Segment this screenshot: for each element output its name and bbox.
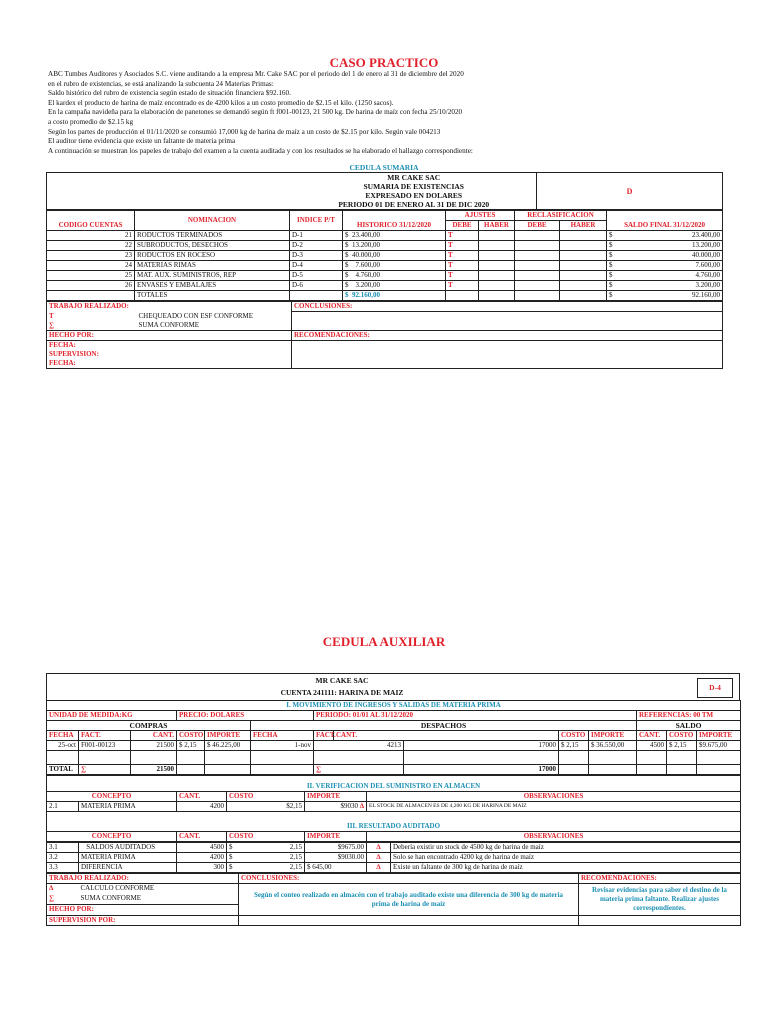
- sumaria-header-table: [46, 172, 723, 210]
- col-debe: DEBE: [515, 221, 560, 231]
- conclusion-text: Según el conteo realizado en almacén con el trabajo auditado existe una diferencia de 300 kg de materia prima de harina de maíz: [239, 884, 579, 916]
- intro-line: a costo promedio de $2.15 kg: [48, 117, 134, 126]
- auxiliar-sheet: [46, 673, 740, 926]
- table-row: 25 MAT. AUX. SUMINISTROS, REP D-5 $ 4.760,00 T $ 4.760,00: [47, 271, 723, 281]
- movimiento-table: I. MOVIMIENTO DE INGRESOS Y SALIDAS DE MATERIA PRIMA UNIDAD DE MEDIDA:KG PRECIO: DOLARES PERIODO: 01/01 AL 31/12/2020 REFERENCIAS: 00 TM COMPRAS DESPACHOS SALDO FECHA FACT. CANT. COSTO IMPORTE FECHA FACT. CANT. COSTO IMPORTE CANT. COSTO IMPORTE 25-oct F001-00123 21500 $ 2,15 $ 46.225,00 1-nov 4213 17000 $ 2,15 $ 36.550,00 4500 $ 2,15 $9.675,00 TOTAL ∑ 21500 ∑ 17000: [46, 700, 741, 775]
- table-row: 25-oct F001-00123 21500 $ 2,15 $ 46.225,00 1-nov 4213 17000 $ 2,15 $ 36.550,00 4500 $ 2,15 $9.675,00: [47, 741, 741, 751]
- despachos-header: DESPACHOS: [251, 721, 637, 731]
- section2-title: II. VERIFICACION DEL SUMINISTRO EN ALMACEN: [47, 782, 741, 792]
- table-row: 22 SUBRODUCTOS, DESECHOS D-2 $ 13.200,00 T $ 13.200,00: [47, 241, 723, 251]
- auxiliar-ref: D-4: [697, 678, 733, 698]
- table-row: 23 RODUCTOS EN ROCESO D-3 $ 40.000,00 T $ 40.000,00: [47, 251, 723, 261]
- auxiliar-footer: TRABAJO REALIZADO: CONCLUSIONES: RECOMENDACIONES: ∆ CALCULO CONFORME Según el conteo realizado en almacén con el trabajo auditado existe una diferencia de 300 kg de materia prima de harina de maíz Revisar evidencias para saber el destino de la materia prima faltante. Realizar ajustes correspondientes. ∑ SUMA CONFORME HECHO POR: SUPERVISION POR:: [46, 873, 741, 926]
- referencias-label: REFERENCIAS: 00 TM: [637, 711, 741, 721]
- unidad-label: UNIDAD DE MEDIDA:KG: [47, 711, 177, 721]
- col-haber: HABER: [560, 221, 607, 231]
- table-row: 3.1 SALDOS AUDITADOS 4500 $ 2,15 $9675.00 ∆ Debería existir un stock de 4500 kg de harina de maíz: [47, 843, 741, 853]
- intro-line: El kardex el producto de harina de maíz encontrado es de 4200 kilos a un costo promedio de $2.15 el kilo. (1250 sacos).: [48, 98, 394, 107]
- auxiliar-company: MR CAKE SAC: [315, 676, 369, 685]
- intro-line: El auditor tiene evidencia que existe un faltante de materia prima: [48, 137, 236, 146]
- section1-title: I. MOVIMIENTO DE INGRESOS Y SALIDAS DE MATERIA PRIMA: [47, 701, 741, 711]
- periodo-label: PERIODO: 01/01 AL 31/12/2020: [314, 711, 637, 721]
- sigma-text: SUMA CONFORME: [138, 321, 199, 329]
- col-historico: HISTORICO 31/12/2020: [343, 211, 446, 231]
- col-nominacion: NOMINACION: [135, 211, 290, 231]
- trabajo-label: TRABAJO REALIZADO:: [47, 302, 292, 312]
- precio-label: PRECIO: DOLARES: [177, 711, 314, 721]
- col-ajustes: AJUSTES: [446, 211, 515, 221]
- sumaria-period: PERIODO 01 DE ENERO AL 31 DE DIC 2020: [292, 200, 537, 210]
- t-symbol: T: [47, 312, 137, 322]
- sumaria-expressed: EXPRESADO EN DOLARES: [365, 191, 463, 200]
- compras-header: COMPRAS: [47, 721, 251, 731]
- sumaria-name: SUMARIA DE EXISTENCIAS: [363, 182, 464, 191]
- fecha2-label: FECHA:: [47, 359, 292, 369]
- section3-title: III. RESULTADO AUDITADO: [47, 822, 741, 832]
- table-row: 24 MATERIAS RIMAS D-4 $ 7.600,00 T $ 7.600,00: [47, 261, 723, 271]
- table-row: 2.1 MATERIA PRIMA 4200 $2,15 $9030 ∆ EL STOCK DE ALMACEN ES DE 4,200 KG DE HARINA DE MAIZ: [47, 802, 741, 812]
- sumaria-table: [46, 210, 723, 301]
- sumaria-footer: [46, 301, 723, 369]
- auxiliar-header: [46, 673, 740, 700]
- sigma-symbol: ∑: [47, 321, 137, 331]
- case-intro: [48, 70, 748, 156]
- total-row: TOTAL ∑ 21500 ∑ 17000: [47, 765, 741, 775]
- saldo-header: SALDO: [637, 721, 741, 731]
- recomendaciones-label: RECOMENDACIONES:: [292, 331, 723, 341]
- sumaria-sheet: [46, 172, 722, 369]
- col-debe: DEBE: [446, 221, 479, 231]
- hecho-label: HECHO POR:: [47, 331, 292, 341]
- intro-line: ABC Tumbes Auditores y Asociados S.C. viene auditando a la empresa Mr. Cake SAC por el periodo del 1 de enero al 31 de diciembre del 2020: [48, 70, 464, 78]
- supervision-label: SUPERVISION:: [47, 350, 292, 359]
- verificacion-table: II. VERIFICACION DEL SUMINISTRO EN ALMACEN CONCEPTO CANT. COSTO IMPORTE OBSERVACIONES 2.1 MATERIA PRIMA 4200 $2,15 $9030 ∆ EL STOCK DE ALMACEN ES DE 4,200 KG DE HARINA DE MAIZ III. RESULTADO AUDITADO CONCEPTO CANT. COSTO IMPORTE OBSERVACIONES: [46, 775, 741, 842]
- table-row: 3.2 MATERIA PRIMA 4200 $ 2,15 $9030.00 ∆ Solo se han encontrado 4200 kg de harina de maíz: [47, 853, 741, 863]
- resultado-table: [46, 842, 741, 873]
- intro-line: En la campaña navideña para la elaboración de panetones se demandó según ft f001-00123, 21 500 kg. De harina de maíz con fecha 25/10/2020: [48, 108, 463, 117]
- col-codigo: CODIGO CUENTAS: [47, 211, 135, 231]
- table-row: 3.3 DIFERENCIA 300 $ 2,15 $ 645,00 ∆ Existe un faltante de 300 kg de harina de maíz: [47, 863, 741, 873]
- sumaria-ref: D: [537, 173, 723, 210]
- totals-row: TOTALES $ 92.160,00 $ 92.160,00: [47, 291, 723, 301]
- col-reclasificacion: RECLASIFICACION: [515, 211, 607, 221]
- table-row: 26 ENVASES Y EMBALAJES D-6 $ 3.200,00 T $ 3.200,00: [47, 281, 723, 291]
- auxiliar-cuenta: CUENTA 241111: HARINA DE MAIZ: [280, 688, 404, 697]
- intro-line: Saldo histórico del rubro de existencia según estado de situación financiera $92.160.: [48, 89, 291, 98]
- col-haber: HABER: [479, 221, 515, 231]
- sumaria-company: MR CAKE SAC: [292, 173, 537, 183]
- sumaria-label: CEDULA SUMARIA: [349, 163, 419, 172]
- intro-line: A continuación se muestran los papeles de trabajo del examen a la cuenta auditada y con los resultados se ha elaborado el hallazgo correspondiente:: [48, 146, 473, 155]
- fecha-label: FECHA:: [47, 341, 292, 351]
- table-row: 21 RODUCTOS TERMINADOS D-1 $ 23.400,00 T $ 23.400,00: [47, 231, 723, 241]
- intro-line: Según los partes de producción el 01/11/2020 se consumió 17,000 kg de harina de maíz a un costo de $2.15 por kilo. Según vale 004213: [48, 127, 441, 136]
- intro-line: en el rubro de existencias, se está analizando la subcuenta 24 Materias Primas:: [48, 79, 274, 88]
- auxiliar-title: CEDULA AUXILIAR: [322, 634, 446, 649]
- t-text: CHEQUEADO CON ESF CONFORME: [138, 311, 254, 320]
- col-saldo: SALDO FINAL 31/12/2020: [607, 211, 723, 231]
- recomendacion-text: Revisar evidencias para saber el destino de la materia prima faltante. Realizar ajustes correspondientes.: [579, 884, 741, 916]
- col-indice: INDICE P/T: [290, 211, 343, 231]
- page-title: CASO PRACTICO: [329, 55, 439, 70]
- conclusiones-label: CONCLUSIONES:: [292, 302, 723, 312]
